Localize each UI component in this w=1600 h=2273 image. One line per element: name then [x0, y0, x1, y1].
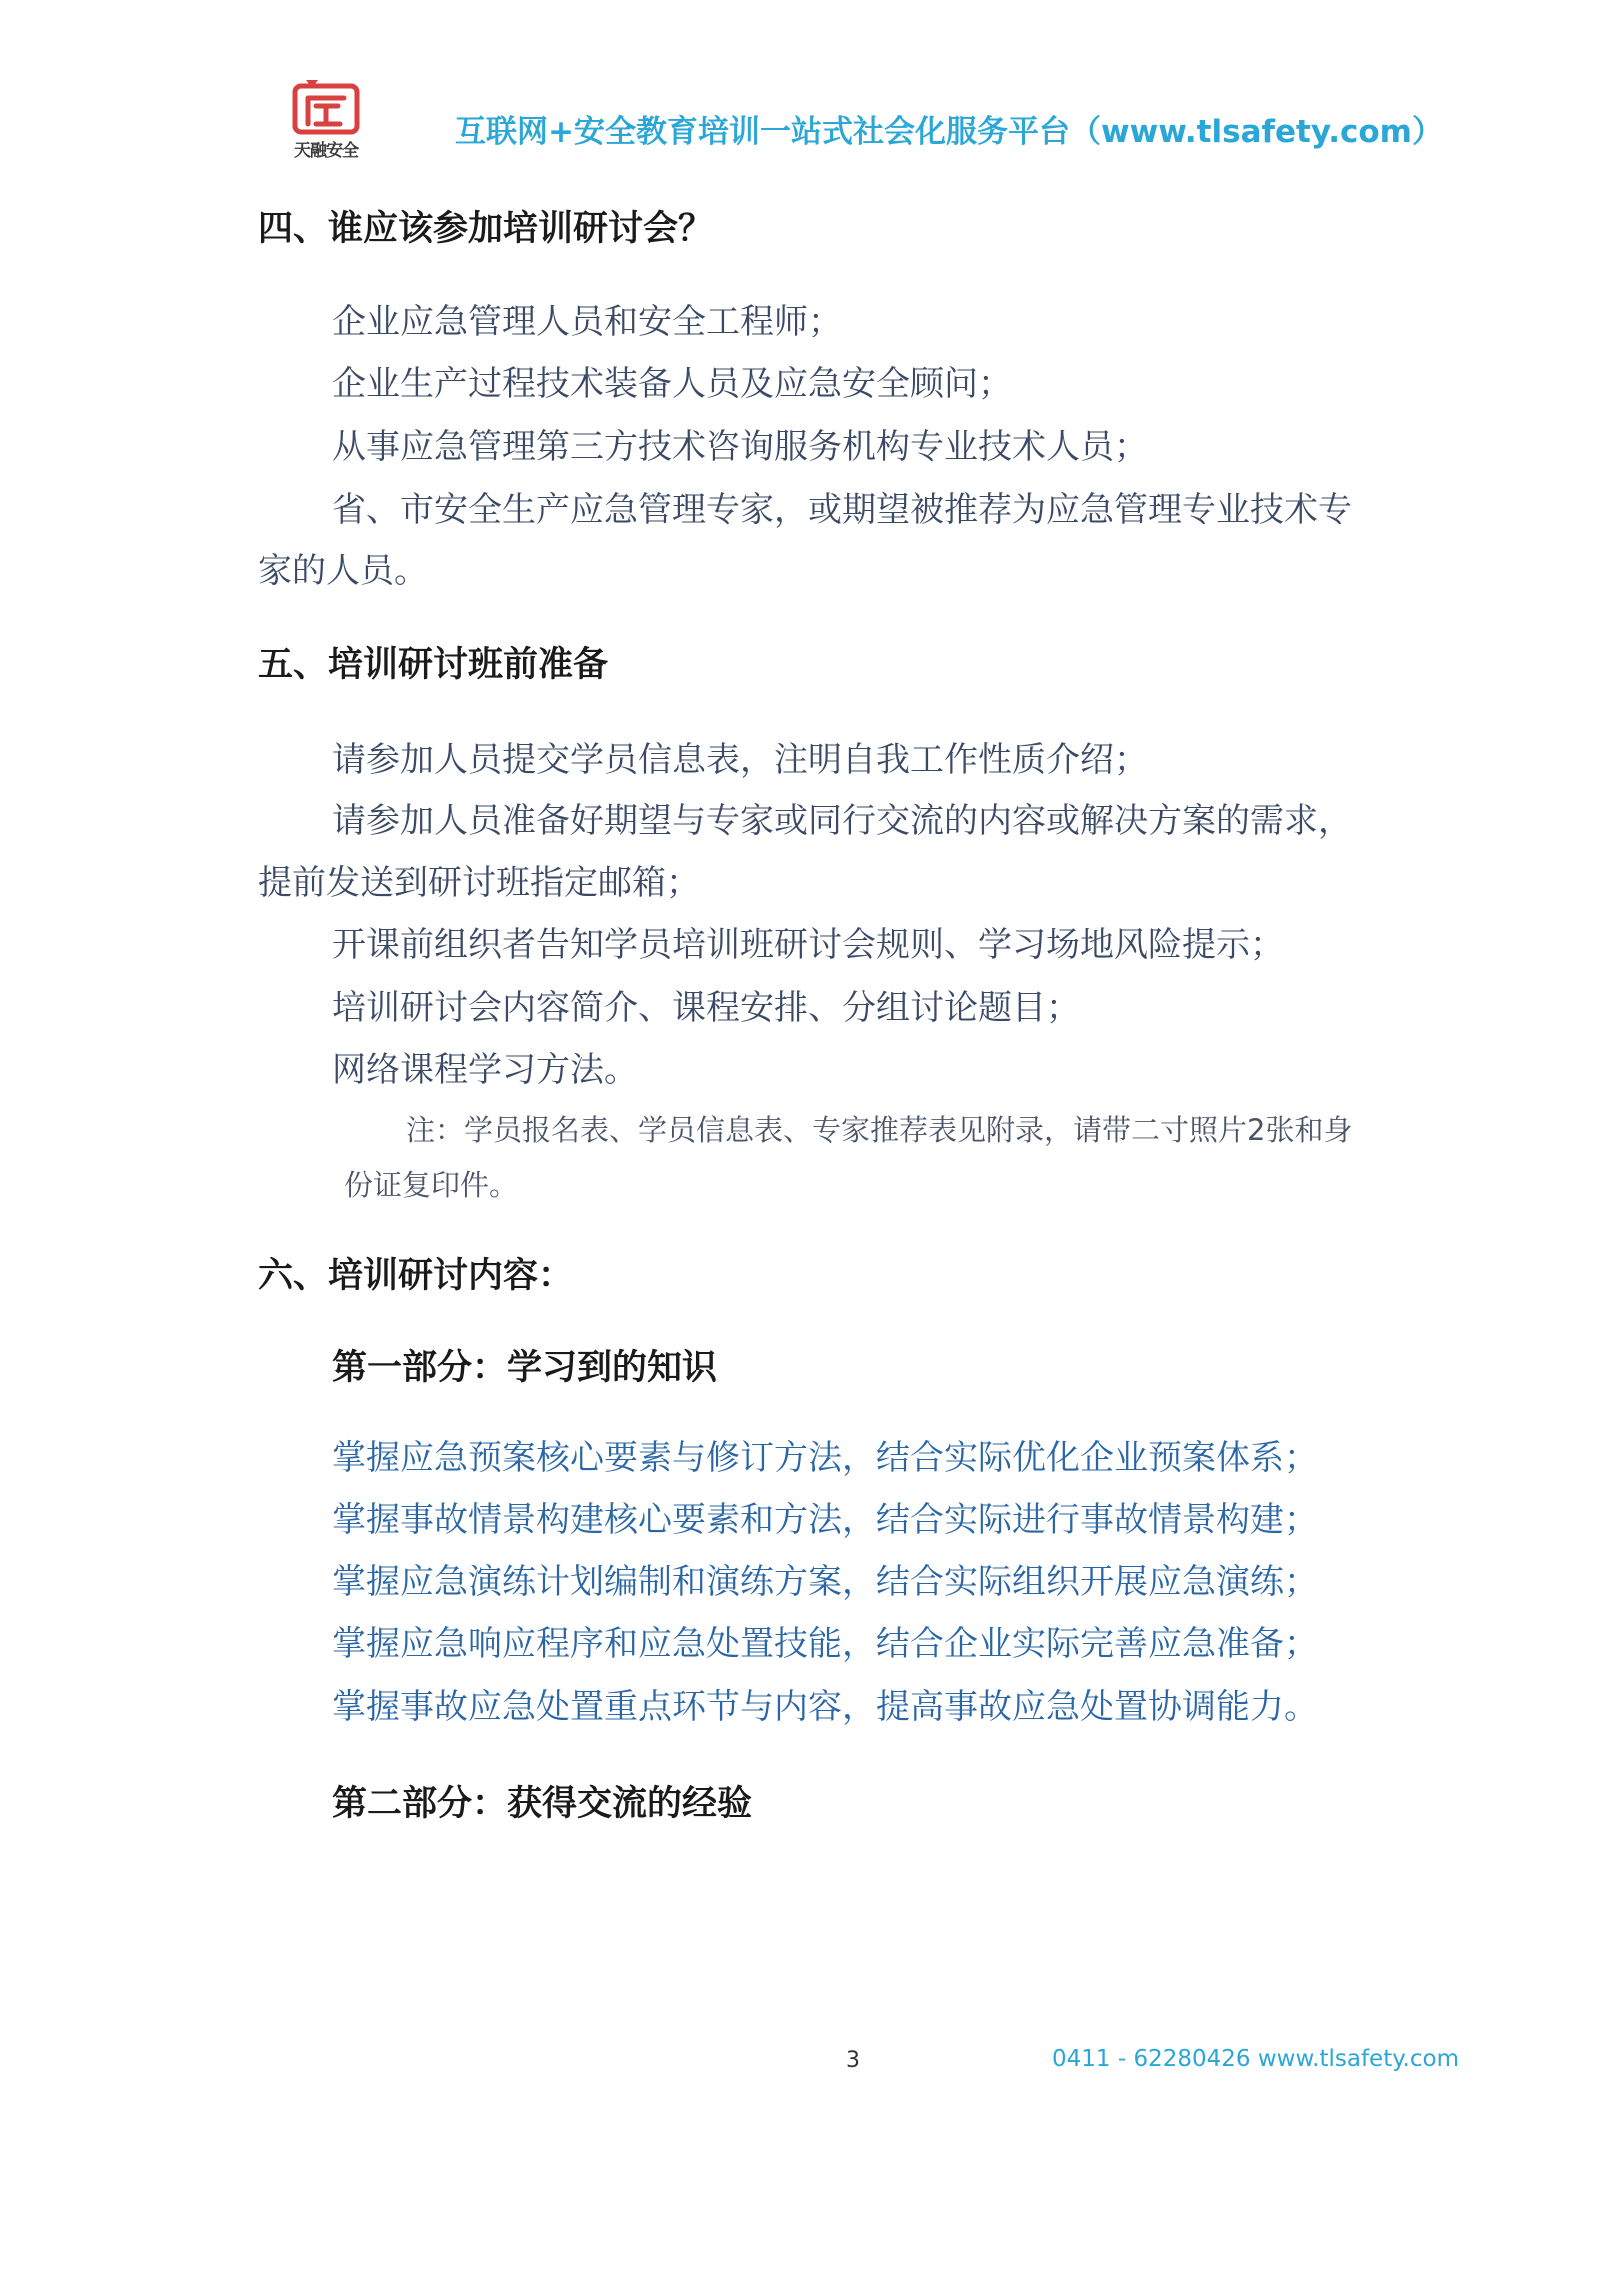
section4-item: 从事应急管理第三方技术咨询服务机构专业技术人员； — [332, 427, 1148, 467]
part1-item: 掌握应急演练计划编制和演练方案，结合实际组织开展应急演练； — [332, 1562, 1318, 1602]
part1-item: 掌握事故情景构建核心要素和方法，结合实际进行事故情景构建； — [332, 1500, 1318, 1540]
logo-mark-icon — [286, 78, 366, 136]
logo-text: 天融安全 — [294, 141, 358, 161]
section5-item-continued: 提前发送到研讨班指定邮箱； — [258, 863, 700, 903]
part2-heading: 第二部分：获得交流的经验 — [332, 1784, 753, 1824]
company-logo — [286, 78, 366, 160]
section5-item: 网络课程学习方法。 — [332, 1050, 638, 1090]
section5-heading: 五、培训研讨班前准备 — [258, 645, 609, 685]
part1-heading: 第一部分：学习到的知识 — [332, 1348, 718, 1388]
part1-item: 掌握事故应急处置重点环节与内容，提高事故应急处置协调能力。 — [332, 1687, 1318, 1727]
section5-item: 请参加人员提交学员信息表，注明自我工作性质介绍； — [332, 740, 1148, 780]
section4-item: 企业生产过程技术装备人员及应急安全顾问； — [332, 364, 1012, 404]
section4-heading: 四、谁应该参加培训研讨会？ — [258, 209, 714, 249]
section5-item: 培训研讨会内容简介、课程安排、分组讨论题目； — [332, 988, 1080, 1028]
header-title: 互联网+安全教育培训一站式社会化服务平台（www.tlsafety.com） — [455, 114, 1443, 150]
part1-item: 掌握应急预案核心要素与修订方法，结合实际优化企业预案体系； — [332, 1438, 1318, 1478]
footer-contact: 0411 - 62280426 www.tlsafety.com — [1052, 2046, 1459, 2072]
section6-heading: 六、培训研讨内容： — [258, 1256, 574, 1296]
section4-item: 省、市安全生产应急管理专家，或期望被推荐为应急管理专业技术专 — [332, 490, 1352, 530]
section5-note: 注：学员报名表、学员信息表、专家推荐表见附录，请带二寸照片2张和身 — [406, 1113, 1353, 1147]
section5-item: 请参加人员准备好期望与专家或同行交流的内容或解决方案的需求， — [332, 801, 1352, 841]
section5-note-continued: 份证复印件。 — [344, 1168, 519, 1202]
section5-item: 开课前组织者告知学员培训班研讨会规则、学习场地风险提示； — [332, 925, 1284, 965]
page-number: 3 — [846, 2048, 860, 2073]
section4-item-continued: 家的人员。 — [258, 551, 428, 591]
section4-item: 企业应急管理人员和安全工程师； — [332, 302, 842, 342]
part1-item: 掌握应急响应程序和应急处置技能，结合企业实际完善应急准备； — [332, 1624, 1318, 1664]
